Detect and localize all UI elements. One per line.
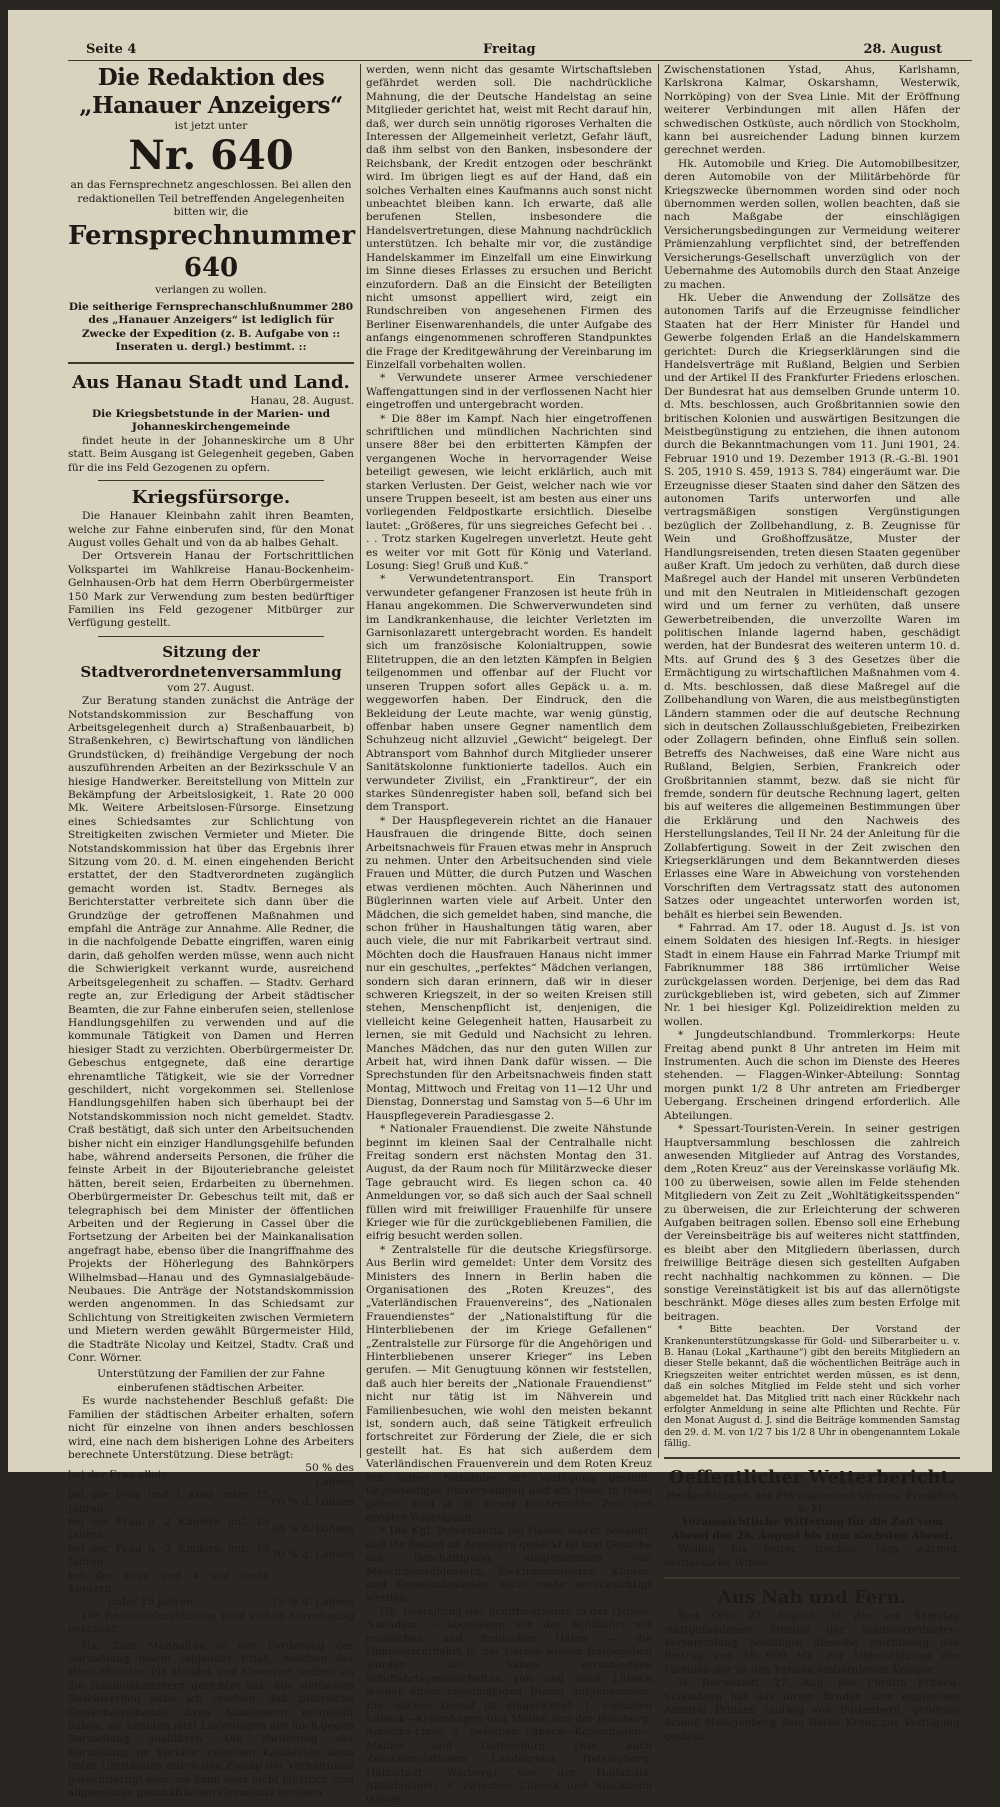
column-1 [68,64,356,1800]
section-title: Aus Nah und Fern. [717,1587,907,1609]
ad-number: Nr. 640 [128,132,294,180]
article-paragraph: * Fahrrad. Am 17. oder 18. August d. Js. ist von einem Soldaten des hiesigen Inf.-Regts. in hiesiger Stadt in einem Hause ein Fahrrad Marke Triumpf mit Fabriknummer 188 386 irrtümlicher Weise zurückgelassen worden. Derjenige, bei dem das Rad zurückgeblieben ist, wird gebeten, sich auf Zimmer Nr. 1 bei hiesiger Kgl. Polizeidirektion melden zu wollen. [664,922,960,1028]
article-paragraph: * Die Kgl. Pulverfabrik bei Hanau macht bekannt, daß ihr Bedarf an Arbeitern gedeckt ist und Gesuche um Beschäftigung, ausgenommen von Maschinenschlossern, Elektromonteuren, Kupfer- und Kesselschmieden, nicht mehr berücksichtigt werden. [366,1525,652,1605]
table-row [68,1516,354,1543]
page-day: Freitag [483,42,536,57]
article-paragraph: Die Hanauer Kleinbahn zahlt ihren Beamten, welche zur Fahne einberufen sind, für den Monat August volles Gehalt und von da ab halbes Gehalt. [68,510,354,549]
header-rule [68,60,972,61]
rate-label: unter 15 Jahren . . . . . . . [108,1596,241,1609]
article-paragraph: * Bitte beachten. Der Vorstand der Krankenunterstützungskasse für Gold- und Silberarbeiter u. v. B. Hanau (Lokal „Karthaune“) gibt den bereits Mitgliedern an dieser Stelle bekannt, daß die wöchentlichen Beiträge auch in Kriegszeiten weiter entrichtet werden müssen, es ist denn, daß ein solches Mitglied im Felde steht und sich vorher abgemeldet hat. Das Mitglied tritt nach einer Rückkehr nach erfolgter Anmeldung in seine alte Pflichten und Rechte. Für den Monat August d. J. sind die Beiträge kommenden Samstag den 29. d. M. von 1/2 7 bis 1/2 8 Uhr in obengenanntem Lokale fällig. [664,1324,960,1450]
rate-value: 60 % d. Lohnes [271,1495,354,1508]
column-2 [366,64,652,1806]
article-paragraph: * Der Hauspflegeverein richtet an die Hanauer Hausfrauen die dringende Bitte, doch seinen Arbeitsnachweis für Frauen etwas mehr in Anspruch zu nehmen. Unter den Arbeitsuchenden sind viele Frauen und Mütter, die durch Putzen und Waschen etwas verdienen möchten. Auch Näherinnen und Büglerinnen warten viele auf Arbeit. Unter den Mädchen, die sich gemeldet haben, sind manche, die schon früher in Haushaltungen tätig waren, aber auch viele, die nur mit Fabrikarbeit vertraut sind. Möchten doch die Hausfrauen Hanaus nicht immer nur ein geschultes, „perfektes“ Mädchen verlangen, sondern sich daran erinnern, daß wir in dieser schweren Kriegszeit, in der so weiten Kreisen still stehen, Menschenpflicht ist, denjenigen, die vielleicht keine Gelegenheit hatten, Hausarbeit zu lernen, sie mit Geduld und Nachsicht zu lehren. Manches Mädchen, das nur den guten Willen zur Arbeit hat, wird ihnen Dank dafür wissen. — Die Sprechstunden für den Arbeitsnachweis finden statt Montag, Mittwoch und Freitag von 11—12 Uhr und Dienstag, Donnerstag und Samstag von 5—6 Uhr im Hauspflegeverein Paradiesgasse 2. [366,814,652,1122]
article-paragraph: * Nationaler Frauendienst. Die zweite Nähstunde beginnt im kleinen Saal der Centralhalle nicht Freitag sondern erst nächsten Montag den 31. August, da der Raum noch für Militärzwecke dieser Tage gebraucht wird. Es liegen schon ca. 40 Anmeldungen vor, so daß sich auch der Saal schnell füllen wird mit freiwilliger Frauenhilfe für unsere Krieger wie für die zurückgebliebenen Familien, die eifrig besucht werden sollen. [366,1123,652,1243]
article-paragraph: Hk. Ueber die Anwendung der Zollsätze des autonomen Tarifs auf die Erzeugnisse feindlicher Staaten hat der Herr Minister für Handel und Gewerbe folgenden Erlaß an die Handelskammern gerichtet: Durch die Kriegserklärungen sind die Handelsverträge mit Rußland, Belgien und Serbien und der Artikel II des Frankfurter Friedens erloschen. Der Bundesrat hat aus demselben Grunde unterm 10. d. Mts. beschlossen, auch Großbritannien sowie den britischen Kolonien und auswärtigen Besitzungen die Meistbegünstigung zu entziehen, die ihnen autonom durch die Bekanntmachungen vom 11. Juni 1901, 24. Februar 1910 und 19. Dezember 1913 (R.-G.-Bl. 1901 S. 205, 1910 S. 459, 1913 S. 784) eingeräumt war. Die Erzeugnisse dieser Staaten sind daher den Sätzen des autonomen Tarifs unterworfen und alle vertragsmäßigen sonstigen Vergünstigungen bezüglich der Zollbehandlung, z. B. Zeugnisse für Wein und Großhoffzusätze, Muster der Handlungsreisenden, treten diesen Staaten gegenüber außer Kraft. Um jedoch zu verhüten, daß durch diese Maßregel auch der Handel mit unseren Verbündeten und mit den Neutralen in Mitleidenschaft gezogen wird und um ferner zu verhüten, daß unsere Gewerbetreibenden, die unverzollte Waren im politischen Inlande lagernd haben, geschädigt werden, hat der Bundesrat des weiteren unterm 10. d. Mts. auf Grund des § 3 des Gesetzes über die Ermächtigung zu wirtschaftlichen Maßnahmen vom 4. d. Mts. beschlossen, daß diese Maßregel auf die Zollbehandlung von Waren, die aus meistbegünstigten Ländern stammen oder die auf deutsche Rechnung sich in deutschen Zollausschlußgebieten, Freibezirken oder Zollagern befinden, ohne Einfluß sein sollen. Betreffs des Nachweises, daß eine Ware nicht aus Rußland, Belgien, Serbien, Frankreich oder Großbritannien stammt, bezw. daß sie nicht für fremde, sondern für deutsche Rechnung lagert, gelten bis auf weiteres die allgemeinen Bestimmungen über die Erklärung und den Nachweis des Herstellungslandes, Teil II Nr. 24 der Anleitung für die Zollabfertigung. Soweit in der Zeit zwischen den Kriegserklärungen und dem Bekanntwerden dieses Erlasses eine Ware in Abweichung von vorstehenden Vorschriften dem Vertragssatz statt des autonomen Satzes oder ungeachtet unterworfen worden ist, behält es hierbei sein Bewenden. [664,291,960,921]
rate-label: bei der Frau u. 2 Kindern unt. 15 Jahren [68,1515,270,1542]
ad-text: an das Fernsprechnetz angeschlossen. Bei allen den redaktionellen Teil betreffenden Angelegenheiten bitten wir, die [70,179,352,219]
article-heading: Die Kriegsbetstunde in der Marien- und Johanneskirchengemeinde [91,408,331,434]
ad-phone-number: Fernsprechnummer 640 [68,220,356,283]
article-paragraph: W. Darmstadt, 27. Aug. Die Fürstin Erbach-Schönberg hat das ihrem Bruder, dem englischen Admiral Prinzen Ludwig von Battenberg, gehörige Schloß Heiligenberg dem Roten Kreuz zur Verfügung gestellt. [664,1677,960,1743]
ad-line: ist jetzt unter [174,120,248,132]
weather-forecast-heading: Voraussichtliche Witterung für die Zeit vom Abend des 28. August bis zum nächsten Abend. [671,1516,953,1542]
page-header [8,10,992,57]
article-paragraph: findet heute in der Johanneskirche um 8 Uhr statt. Beim Ausgang ist Gelegenheit gegeben, Gaben für die ins Feld Gezogenen zu opfern. [68,434,354,474]
rate-value: 75 % d. Lohnes [271,1596,354,1609]
rate-value: 70 % d. Lohnes [271,1549,354,1562]
article-paragraph: Hk. Automobile und Krieg. Die Automobilbesitzer, deren Automobile von der Militärbehörde für Kriegszwecke übernommen worden sind oder noch übernommen werden sollen, wollen beachten, daß sie nach Maßgabe der einschlägigen Versicherungsbedingungen zur Vermeidung weiterer Prämienzahlung verpflichtet sind, der betreffenden Versicherungs-Gesellschaft unverzüglich von der Uebernahme des Automobils durch den Staat Anzeige zu machen. [664,157,960,291]
article-paragraph: Hk. Gestaltung des Schiffsverkehrs in der Ostsee. Nachdem — abgesehen von der Schiffahrt mit russischen und finnischen Häfen — die Handelsschiffahrt in der Ostsee wieder freigegeben worden ist, haben verschiedene Schiffahrtsgesellschaften von und nach Lübeck wieder einen regelmäßigen Dienst aufgenommen. Ein solcher Dienst ist eingerichtet: 1. zwischen Lübeck—Kopenhagen und Malmö von der Hamburg-Amerika-Linie; 2. zwischen Lübeck—Kopenhagen—Malmö und Gothenburg (wie auch Zwischenstationen Landskrona, Helsingborg, Halmstadt, Warberg) von der Hollandia-Aktiebolaget; 3. zwischen Lübeck und Stockholm (sowie [366,1605,652,1806]
article-paragraph: * Verwundetentransport. Ein Transport verwundeter gefangener Franzosen ist heute früh in Hanau angekommen. Die Schwerverwundeten sind im Landkrankenhause, die leichter Verletzten im Garnisonlazarett untergebracht worden. Es handelt sich um französische Kolonialtruppen, sowie Elitetruppen, die an den letzten Kämpfen in Belgien teilgenommen und offenbar auf der Flucht vor unseren Truppen sofort alles Gepäck u. a. m. weggeworfen haben. Der Eindruck, den die Bekleidung der Leute machte, war wenig günstig, offenbar haben unsere Gegner namentlich dem Schuhzeug nicht allzuviel „Gewicht“ beigelegt. Der Abtransport vom Bahnhof durch Mitglieder unserer Sanitätskolonne funktionierte tadellos. Auch ein verwundeter Zivilist, ein „Franktireur“, der ein starkes Sündenregister haben soll, befand sich bei dem Transport. [366,573,652,814]
rate-label: bei der Frau allein . . . . . . . [68,1469,215,1482]
column-3 [664,64,960,1743]
article-paragraph: Zur Beratung standen zunächst die Anträge der Notstandskommission zur Beschaffung von Arbeitsgelegenheit durch a) Straßenbauarbeit, b) Straßenkehren, c) Bewirtschaftung von ländlichen Grundstücken, d) freihändige Vergebung der noch auszuführenden Arbeiten an der Bezirksschule V an hiesige Handwerker. Bereitstellung von Mitteln zur Bekämpfung der Arbeitslosigkeit, 1. Rate 20 000 Mk. Weitere Arbeitslosen-Fürsorge. Einsetzung eines Schiedsamtes zur Schlichtung von Streitigkeiten zwischen Vermieter und Mieter. Die Notstandskommission hat über das Ergebnis ihrer Sitzung vom 20. d. M. einen eingehenden Bericht erstattet, der den Stadtverordneten zugänglich gemacht worden ist. Stadtv. Berneges als Berichterstatter verbreitete sich dann über die Grundzüge der getroffenen Maßnahmen und empfahl die Anträge zur Annahme. Alle Redner, die in die nachfolgende Debatte eingriffen, waren einig darin, daß geholfen werden müsse, wenn auch nicht die Schwierigkeit verkannt wurde, ausreichend Arbeitsgelegenheit zu schaffen. — Stadtv. Gerhard regte an, zur Erledigung der Arbeit städtischer Beamten, die zur Fahne einberufen seien, stellenlose Handlungsgehilfen zu verwenden und auf die kommunale Tätigkeit von Damen und Herren hiesiger Stadt zu verzichten. Oberbürgermeister Dr. Gebeschus entgegnete, daß eine derartige ehrenamtliche Tätigkeit, wie sie der Vorredner geschildert, nicht vorgekommen sei. Stellenlose Handlungsgehilfen haben sich überhaupt bei der Notstandskommission noch nicht gemeldet. Stadtv. Craß bestätigt, daß sich unter den Arbeitsuchenden bisher nicht ein einziger Handlungsgehilfe befunden habe, während anderseits Personen, die früher die feinste Arbeit in der Bijouteriebranche geleistet hätten, bereit seien, Erdarbeiten zu übernehmen. Oberbürgermeister Dr. Gebeschus teilt mit, daß er telegraphisch bei dem Minister der öffentlichen Arbeiten und der Regierung in Cassel über die Fortsetzung der Arbeiten bei der Mainkanalisation angefragt habe, ebenso über die Inangriffnahme des Projekts der Höherlegung des Bahnkörpers Wilhelmsbad—Hanau und des Gymnasialgebäude-Neubaues. Die Anträge der Notstandskommission werden angenommen. In das Schiedsamt zur Schlichtung von Streitigkeiten zwischen Vermietern und Mietern werden gewählt Bürgermeister Hild, die Stadträte Nicolay und Keitzel, Stadtv. Craß und Conr. Wörner. [68,695,354,1365]
article-paragraph: * Zentralstelle für die deutsche Kriegsfürsorge. Aus Berlin wird gemeldet: Unter dem Vorsitz des Ministers des Innern in Berlin haben die Organisationen des „Roten Kreuzes“, des „Vaterländischen Frauenvereins“, des „Nationalen Frauendienstes“ der „Nationalstiftung für die Hinterbliebenen der im Kriege Gefallenen“ „Zentralstelle zur Fürsorge für die Angehörigen und Hinterbliebenen unserer Krieger“ ins Leben gerufen. — Mit Genugtuung können wir feststellen, daß auch hier bereits der „Nationale Frauendienst“ nicht nur tätig ist im Nähverein und Familienbesuchen, wie wohl den meisten bekannt ist, sondern auch, daß seine Tätigkeit erfreulich fortschreitet zur Förderung der Ziele, die er sich gestellt hat. Es hat sich außerdem dem Vaterländischen Frauenverein und dem Roten Kreuz mit seiner Nähstube zur Verfügung gestellt. Gegenseitiges Einvernehmen und ein Hand in Hand gehen, sind ja in dieser hochernsten Zeit von größter Wichtigkeit. [366,1243,652,1524]
table-row [68,1543,354,1570]
section-title: Aus Hanau Stadt und Land. [72,371,350,393]
article-paragraph: * Jungdeutschlandbund. Trommlerkorps: Heute Freitag abend punkt 8 Uhr antreten im Heim mit Instrumenten. Auch die schon im Dienste des Heeres stehenden. — Flaggen-Winker-Abteilung: Sonntag morgen punkt 1/2 8 Uhr antreten am Friedberger Uebergang. Erscheinen dringend erforderlich. Alle Abteilungen. [664,1029,960,1122]
article-paragraph: werden, wenn nicht das gesamte Wirtschaftsleben gefährdet werden soll. Die nachdrückliche Mahnung, die der Deutsche Handelstag an seine Mitglieder gerichtet hat, weist mit Recht darauf hin, daß, wer durch sein unnötig rigoroses Verhalten die Interessen der Allgemeinheit verletzt, Gefahr läuft, daß ihm selbst von den Banken, insbesondere der Reichsbank, der Kredit entzogen oder beschränkt wird. Im übrigen liegt es auf der Hand, daß ein solches Verhalten eines Kaufmanns auch sonst nicht unbeachtet bleiben kann. Ich erwarte, daß alle berufenen Stellen, insbesondere die Handelsvertretungen, diese Mahnung nachdrücklich unterstützen. Ich behalte mir vor, die zuständige Handelskammer im Einzelfall um eine Einwirkung im Sinne dieses Erlasses zu ersuchen und Bericht einzufordern. Daß an die Einsicht der Beteiligten nicht umsonst appelliert wird, zeigt ein Rundschreiben von angesehenen Firmen des Berliner Eisenwarenhandels, die unter Aufgabe des anfangs eingenommenen schrofferen Standpunktes die Frage der Kreditgewährung der Vereinbarung im Einzelfall vorbehalten wollen. [366,64,652,371]
rate-label: bei der Frau und 4 und mehr Kindern [68,1569,270,1595]
article-paragraph: * Spessart-Touristen-Verein. In seiner gestrigen Hauptversammlung beschlossen die zahlreich anwesenden Mitglieder auf Antrag des Vorstandes, dem „Roten Kreuz“ aus der Vereinskasse vorläufig Mk. 100 zu überweisen, sowie allen im Felde stehenden Mitgliedern von Zeit zu Zeit „Wohltätigkeitsspenden“ zu überweisen, die zur Erleichterung der schweren Aufgaben beitragen sollen. Ebenso soll eine Erhebung der Vereinsbeiträge bis auf weiteres nicht stattfinden, es bleibt aber den Mitgliedern überlassen, durch freiwillige Beiträge diesen sich gestellten Aufgaben recht nachhaltig nachkommen zu können. — Die sonstige Vereinstätigkeit ist bis auf das allernötigste beschränkt. Möge dieses alles zum besten Erfolge mit beitragen. [664,1123,960,1323]
article-paragraph: Zwischenstationen Ystad, Ahus, Karlshamn, Karlskrona Kalmar, Oskarshamn, Westerwik, Norrköping) von der Svea Linie. Mit der Eröffnung weiterer Verbindungen mit allen Häfen der schwedischen Ostküste, auch nördlich von Stockholm, kann bei ausreichender Ladung binnen kurzem gerechnet werden. [664,64,960,157]
divider [68,362,354,364]
divider [98,480,324,481]
article-paragraph: * Die 88er im Kampf. Nach hier eingetroffenen schriftlichen und mündlichen Nachrichten sind unsere 88er bei den erbitterten Kämpfen der vergangenen Woche in hervorragender Weise beteiligt gewesen, wie leicht erklärlich, auch mit starken Verlusten. Der Geist, welcher nach wie vor unsere Truppen beseelt, ist am besten aus einer uns vorliegenden Feldpostkarte ersichtlich. Dieselbe lautet: „Größeres, für uns siegreiches Gefecht bei . . . . Trotz starken Kugelregen unverletzt. Heute geht es weiter vor mit Gott für König und Vaterland. Losung: Sieg! Gruß und Kuß.“ [366,412,652,573]
ad-title: Die Redaktion des „Hanauer Anzeigers“ [79,64,343,119]
page-date: 28. August [863,42,942,57]
dateline: Hanau, 28. August. [250,394,354,407]
weather-forecast: Wolkig bis heiter, trocken, tags wärmer, nordöstliche Winde. [664,1543,960,1569]
divider [664,1457,960,1459]
table-row [68,1462,354,1489]
article-heading: Kriegsfürsorge. [131,487,291,509]
weather-source: Beobachtungen des Physikalischen Vereins, Frankfurt a. M. [666,1489,958,1516]
table-row [68,1489,354,1516]
divider [664,1577,960,1579]
rate-label: bei der Frau u. 3 Kindern unt. 15 Jahren [68,1542,270,1569]
support-rates-table [68,1462,354,1609]
article-paragraph: Der Ortsverein Hanau der Fortschrittlichen Volkspartei im Wahlkreise Hanau-Bockenheim-Gelnhausen-Orb hat dem Herrn Oberbürgermeister 150 Mark zur Verwendung zum besten bedürftiger Familien ins Feld gezogener Mitbürger zur Verfügung gestellt. [68,550,354,630]
article-paragraph: Es wurde nachstehender Beschluß gefaßt: Die Familien der städtischen Arbeiter erhalten, sofern nicht für einzelne von ihnen anders beschlossen wird, eine nach dem bisherigen Lohne des Arbeiters berechnete Unterstützung. Diese beträgt: [68,1395,354,1461]
ad-text: Die seitherige Fernsprechanschlußnummer 280 des „Hanauer Anzeigers“ ist lediglich für Zwecke der Expedition (z. B. Aufgabe von :: Inseraten u. dergl.) bestimmt. :: [68,301,354,354]
article-heading: Sitzung der Stadtverordnetenversammlung [80,642,342,681]
ad-line: verlangen zu wollen. [155,283,267,296]
article-paragraph: Die Reichsunterstützung wird voll in Anrechnung gebracht. [68,1609,354,1636]
column-rule [360,64,361,1458]
article-paragraph: Hk. Zum Maßhalten in der Forderung der Barzahlung macht folgender Erlaß, welchen der Herr Minister für Handel und Gewerbe soeben an die Handelskammern gerichtet hat: Aus vielfachen Beschwerden habe ich ersehen, daß zahlreiche Gewerbetreibende ihren Abnehmern mitgeteilt haben, sie könnten jetzt Lieferungen nur noch gegen Barzahlung ausführen. Die Forderung der Barzahlung im Verkehr zwischen Kaufleuten kann unter Umständen durch den Zwang der Verhältnisse gerechtfertigt sein; sie kann aber nicht plötzlich zum allgemeinen geschäftlichen Grundsatz erhoben [68,1639,354,1800]
rate-label: bei der Frau und 1 Kind unter 15 Jahren [68,1489,270,1515]
table-row [68,1570,354,1597]
weather-title: Oeffentlicher Wetterbericht. [668,1466,956,1488]
page-number: Seite 4 [86,42,137,57]
column-rule [658,64,659,1458]
article-paragraph: Bad Orb, 27. August. In der am Samstag stattgefundenen Sitzung der Stadtverordneten-Versammlung bewilligte dieselbe einstimmig den Beitrag von 10 000 Mk. zur Unterstützung der Familien der zu den Fahnen einberufenen Krieger. [664,1610,960,1676]
article-paragraph: * Verwundete unserer Armee verschiedener Waffengattungen sind in der verflossenen Nacht hier eingetroffen und untergebracht worden. [366,372,652,412]
rate-value: 65 % d. Lohnes [271,1522,354,1535]
article-subheading: Unterstützung der Familien der zur Fahne einberufenen städtischen Arbeiter. [97,1368,325,1394]
article-date: vom 27. August. [167,681,255,694]
rate-value [269,1570,354,1597]
newspaper-page [8,10,992,1806]
divider [98,636,324,637]
table-row [68,1596,354,1609]
redaktion-ad [68,64,354,355]
rate-value: 50 % des Lohnes [305,1462,354,1488]
